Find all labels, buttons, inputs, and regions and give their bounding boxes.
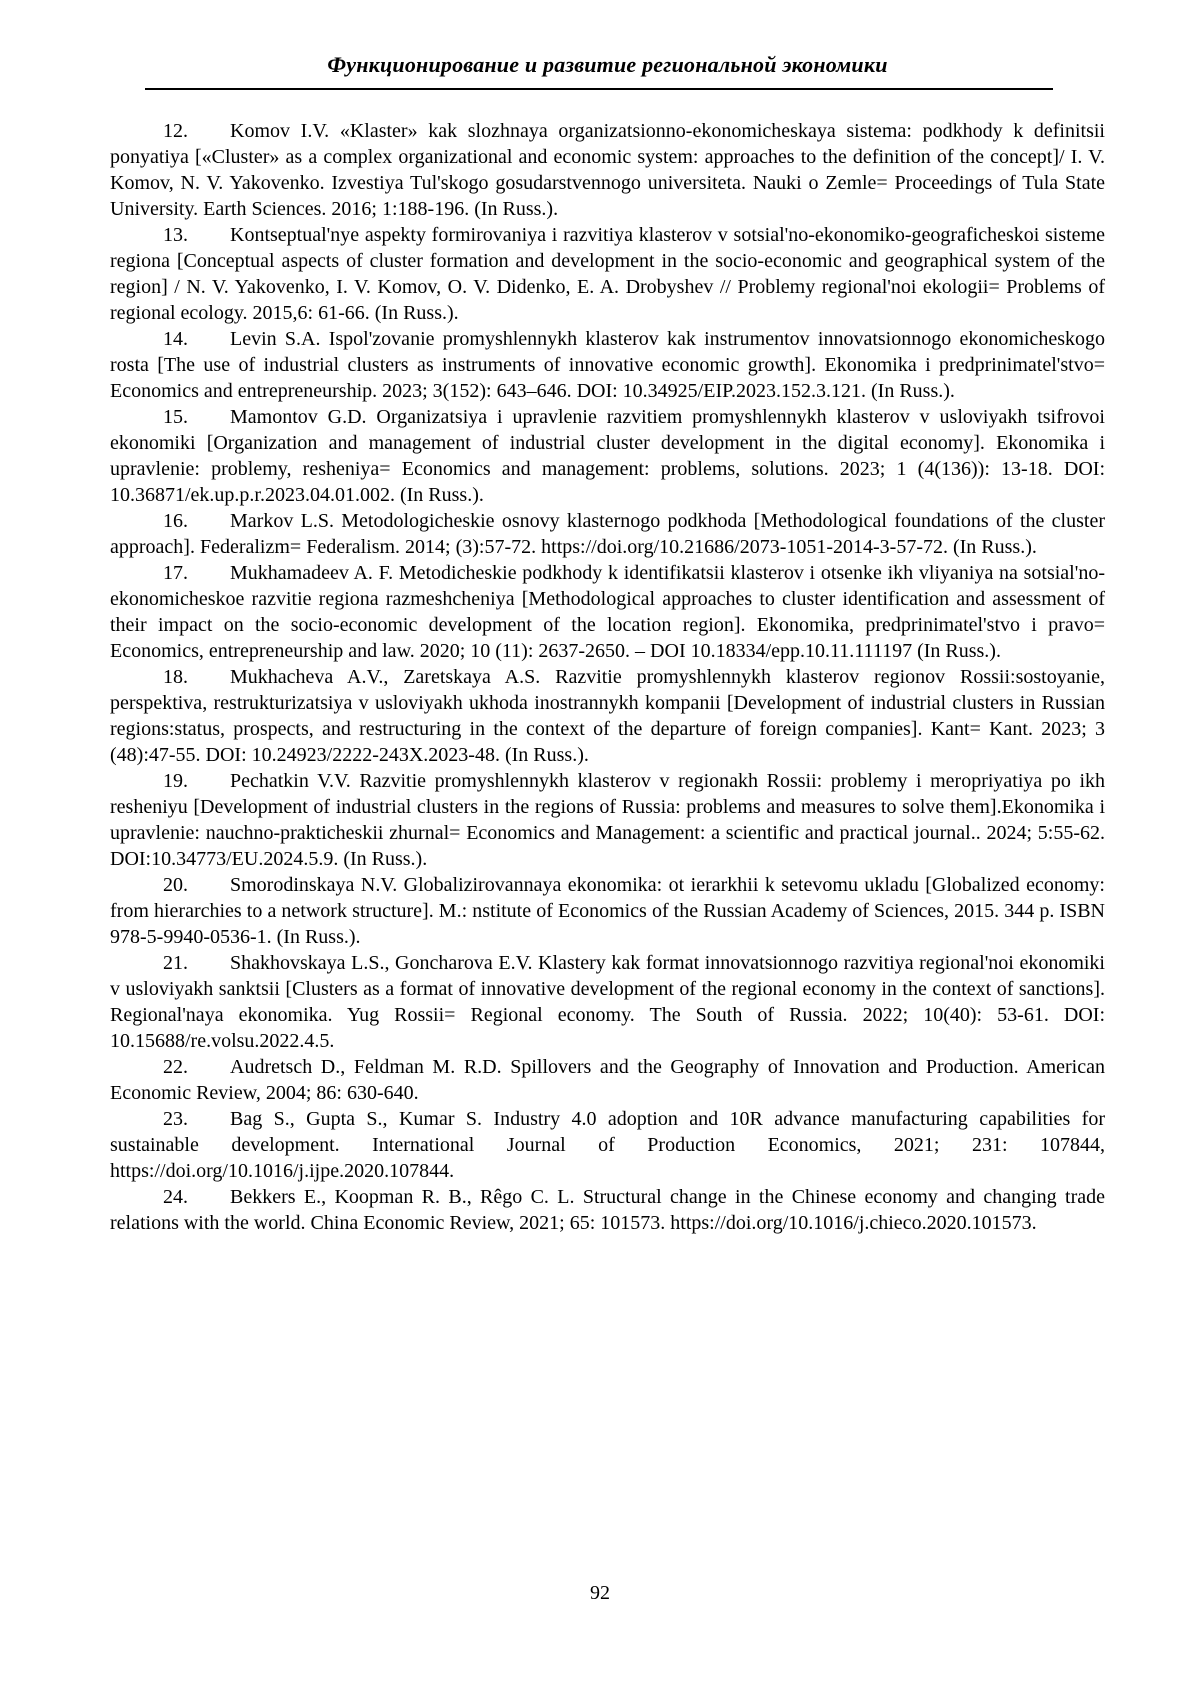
reference-number: 23. bbox=[163, 1108, 188, 1131]
reference-text: Bekkers E., Koopman R. B., Rêgo C. L. Structural change in the Chinese economy and changing trade relations with the world. China Economic Review, 2021; 65: 101573. https://doi.org/10.1016/j.chieco.2020.101573. bbox=[110, 1186, 1105, 1235]
reference-item bbox=[110, 1054, 1105, 1106]
reference-number: 19. bbox=[163, 770, 188, 793]
reference-number: 15. bbox=[163, 406, 188, 429]
reference-text: Mukhacheva A.V., Zaretskaya A.S. Razvitie promyshlennykh klasterov regionov Rossii:sostoyanie, perspektiva, restrukturizatsiya v usloviyakh ukhoda inostrannykh kompanii [Development of industrial clusters in Russian regions:status, prospects, and restructuring in the context of the departure of foreign companies]. Kant= Kant. 2023; 3 (48):47-55. DOI: 10.24923/2222-243X.2023-48. (In Russ.). bbox=[110, 666, 1105, 767]
reference-text: Markov L.S. Metodologicheskie osnovy klasternogo podkhoda [Methodological foundations of the cluster approach]. Federalizm= Federalism. 2014; (3):57-72. https://doi.org/10.21686/2073-1051-2014-3-57-72. (In Russ.). bbox=[110, 510, 1105, 559]
reference-text: Komov I.V. «Klaster» kak slozhnaya organizatsionno-ekonomicheskaya sistema: podkhody k definitsii ponyatiya [«Cluster» as a complex organizational and economic system: approaches to the definition of the concept]/ I. V. Komov, N. V. Yakovenko. Izvestiya Tul'skogo gosudarstvennogo universiteta. Nauki o Zemle= Proceedings of Tula State University. Earth Sciences. 2016; 1:188-196. (In Russ.). bbox=[110, 120, 1105, 221]
reference-text: Smorodinskaya N.V. Globalizirovannaya ekonomika: ot ierarkhii k setevomu ukladu [Globalized economy: from hierarchies to a network structure]. M.: nstitute of Economics of the Russian Academy of Sciences, 2015. 344 p. ISBN 978-5-9940-0536-1. (In Russ.). bbox=[110, 874, 1105, 949]
reference-number: 18. bbox=[163, 666, 188, 689]
running-header: Функционирование и развитие региональной экономики bbox=[327, 52, 888, 77]
reference-text: Bag S., Gupta S., Kumar S. Industry 4.0 adoption and 10R advance manufacturing capabilities for sustainable development. International Journal of Production Economics, 2021; 231: 107844, https://doi.org/10.1016/j.ijpe.2020.107844. bbox=[110, 1108, 1105, 1183]
reference-number: 24. bbox=[163, 1186, 188, 1209]
reference-text: Audretsch D., Feldman M. R.D. Spillovers and the Geography of Innovation and Production. American Economic Review, 2004; 86: 630-640. bbox=[110, 1056, 1105, 1105]
reference-text: Shakhovskaya L.S., Goncharova E.V. Klastery kak format innovatsionnogo razvitiya regional'noi ekonomiki v usloviyakh sanktsii [Clusters as a format of innovative development of the regional economy in the context of sanctions]. Regional'naya ekonomika. Yug Rossii= Regional economy. The South of Russia. 2022; 10(40): 53-61. DOI: 10.15688/re.volsu.2022.4.5. bbox=[110, 952, 1105, 1053]
reference-item bbox=[110, 118, 1105, 222]
reference-number: 14. bbox=[163, 328, 188, 351]
reference-text: Kontseptual'nye aspekty formirovaniya i razvitiya klasterov v sotsial'no-ekonomiko-geograficheskoi sisteme regiona [Conceptual aspects of cluster formation and development in the socio-economic and geographical system of the region] / N. V. Yakovenko, I. V. Komov, O. V. Didenko, E. A. Drobyshev // Problemy regional'noi ekologii= Problems of regional ecology. 2015,6: 61-66. (In Russ.). bbox=[110, 224, 1105, 325]
reference-item bbox=[110, 1184, 1105, 1236]
reference-item bbox=[110, 222, 1105, 326]
reference-item bbox=[110, 560, 1105, 664]
reference-text: Mukhamadeev A. F. Metodicheskie podkhody k identifikatsii klasterov i otsenke ikh vliyaniya na sotsial'no-ekonomicheskoe razvitie regiona razmeshcheniya [Methodological approaches to cluster identification and assessment of their impact on the socio-economic development of the location region]. Ekonomika, predprinimatel'stvo i pravo= Economics, entrepreneurship and law. 2020; 10 (11): 2637-2650. – DOI 10.18334/epp.10.11.111197 (In Russ.). bbox=[110, 562, 1105, 663]
reference-text: Pechatkin V.V. Razvitie promyshlennykh klasterov v regionakh Rossii: problemy i meropriyatiya po ikh resheniyu [Development of industrial clusters in the regions of Russia: problems and measures to solve them].Ekonomika i upravlenie: nauchno-prakticheskii zhurnal= Economics and Management: a scientific and practical journal.. 2024; 5:55-62. DOI:10.34773/EU.2024.5.9. (In Russ.). bbox=[110, 770, 1105, 871]
reference-text: Levin S.A. Ispol'zovanie promyshlennykh klasterov kak instrumentov innovatsionnogo ekonomicheskogo rosta [The use of industrial clusters as instruments of innovative economic growth]. Ekonomika i predprinimatel'stvo= Economics and entrepreneurship. 2023; 3(152): 643–646. DOI: 10.34925/EIP.2023.152.3.121. (In Russ.). bbox=[110, 328, 1105, 403]
reference-number: 22. bbox=[163, 1056, 188, 1079]
reference-item bbox=[110, 768, 1105, 872]
reference-number: 12. bbox=[163, 120, 188, 143]
reference-item bbox=[110, 326, 1105, 404]
reference-number: 16. bbox=[163, 510, 188, 533]
header-rule bbox=[145, 88, 1053, 90]
reference-item bbox=[110, 1106, 1105, 1184]
reference-text: Mamontov G.D. Organizatsiya i upravlenie razvitiem promyshlennykh klasterov v usloviyakh tsifrovoi ekonomiki [Organization and management of industrial cluster development in the digital economy]. Ekonomika i upravlenie: problemy, resheniya= Economics and management: problems, solutions. 2023; 1 (4(136)): 13-18. DOI: 10.36871/ek.up.p.r.2023.04.01.002. (In Russ.). bbox=[110, 406, 1105, 507]
reference-item bbox=[110, 950, 1105, 1054]
reference-list bbox=[110, 118, 1105, 1236]
reference-number: 17. bbox=[163, 562, 188, 585]
reference-number: 20. bbox=[163, 874, 188, 897]
reference-item bbox=[110, 664, 1105, 768]
reference-item bbox=[110, 508, 1105, 560]
reference-number: 21. bbox=[163, 952, 188, 975]
reference-number: 13. bbox=[163, 224, 188, 247]
reference-item bbox=[110, 872, 1105, 950]
reference-item bbox=[110, 404, 1105, 508]
page-number: 92 bbox=[590, 1582, 610, 1604]
